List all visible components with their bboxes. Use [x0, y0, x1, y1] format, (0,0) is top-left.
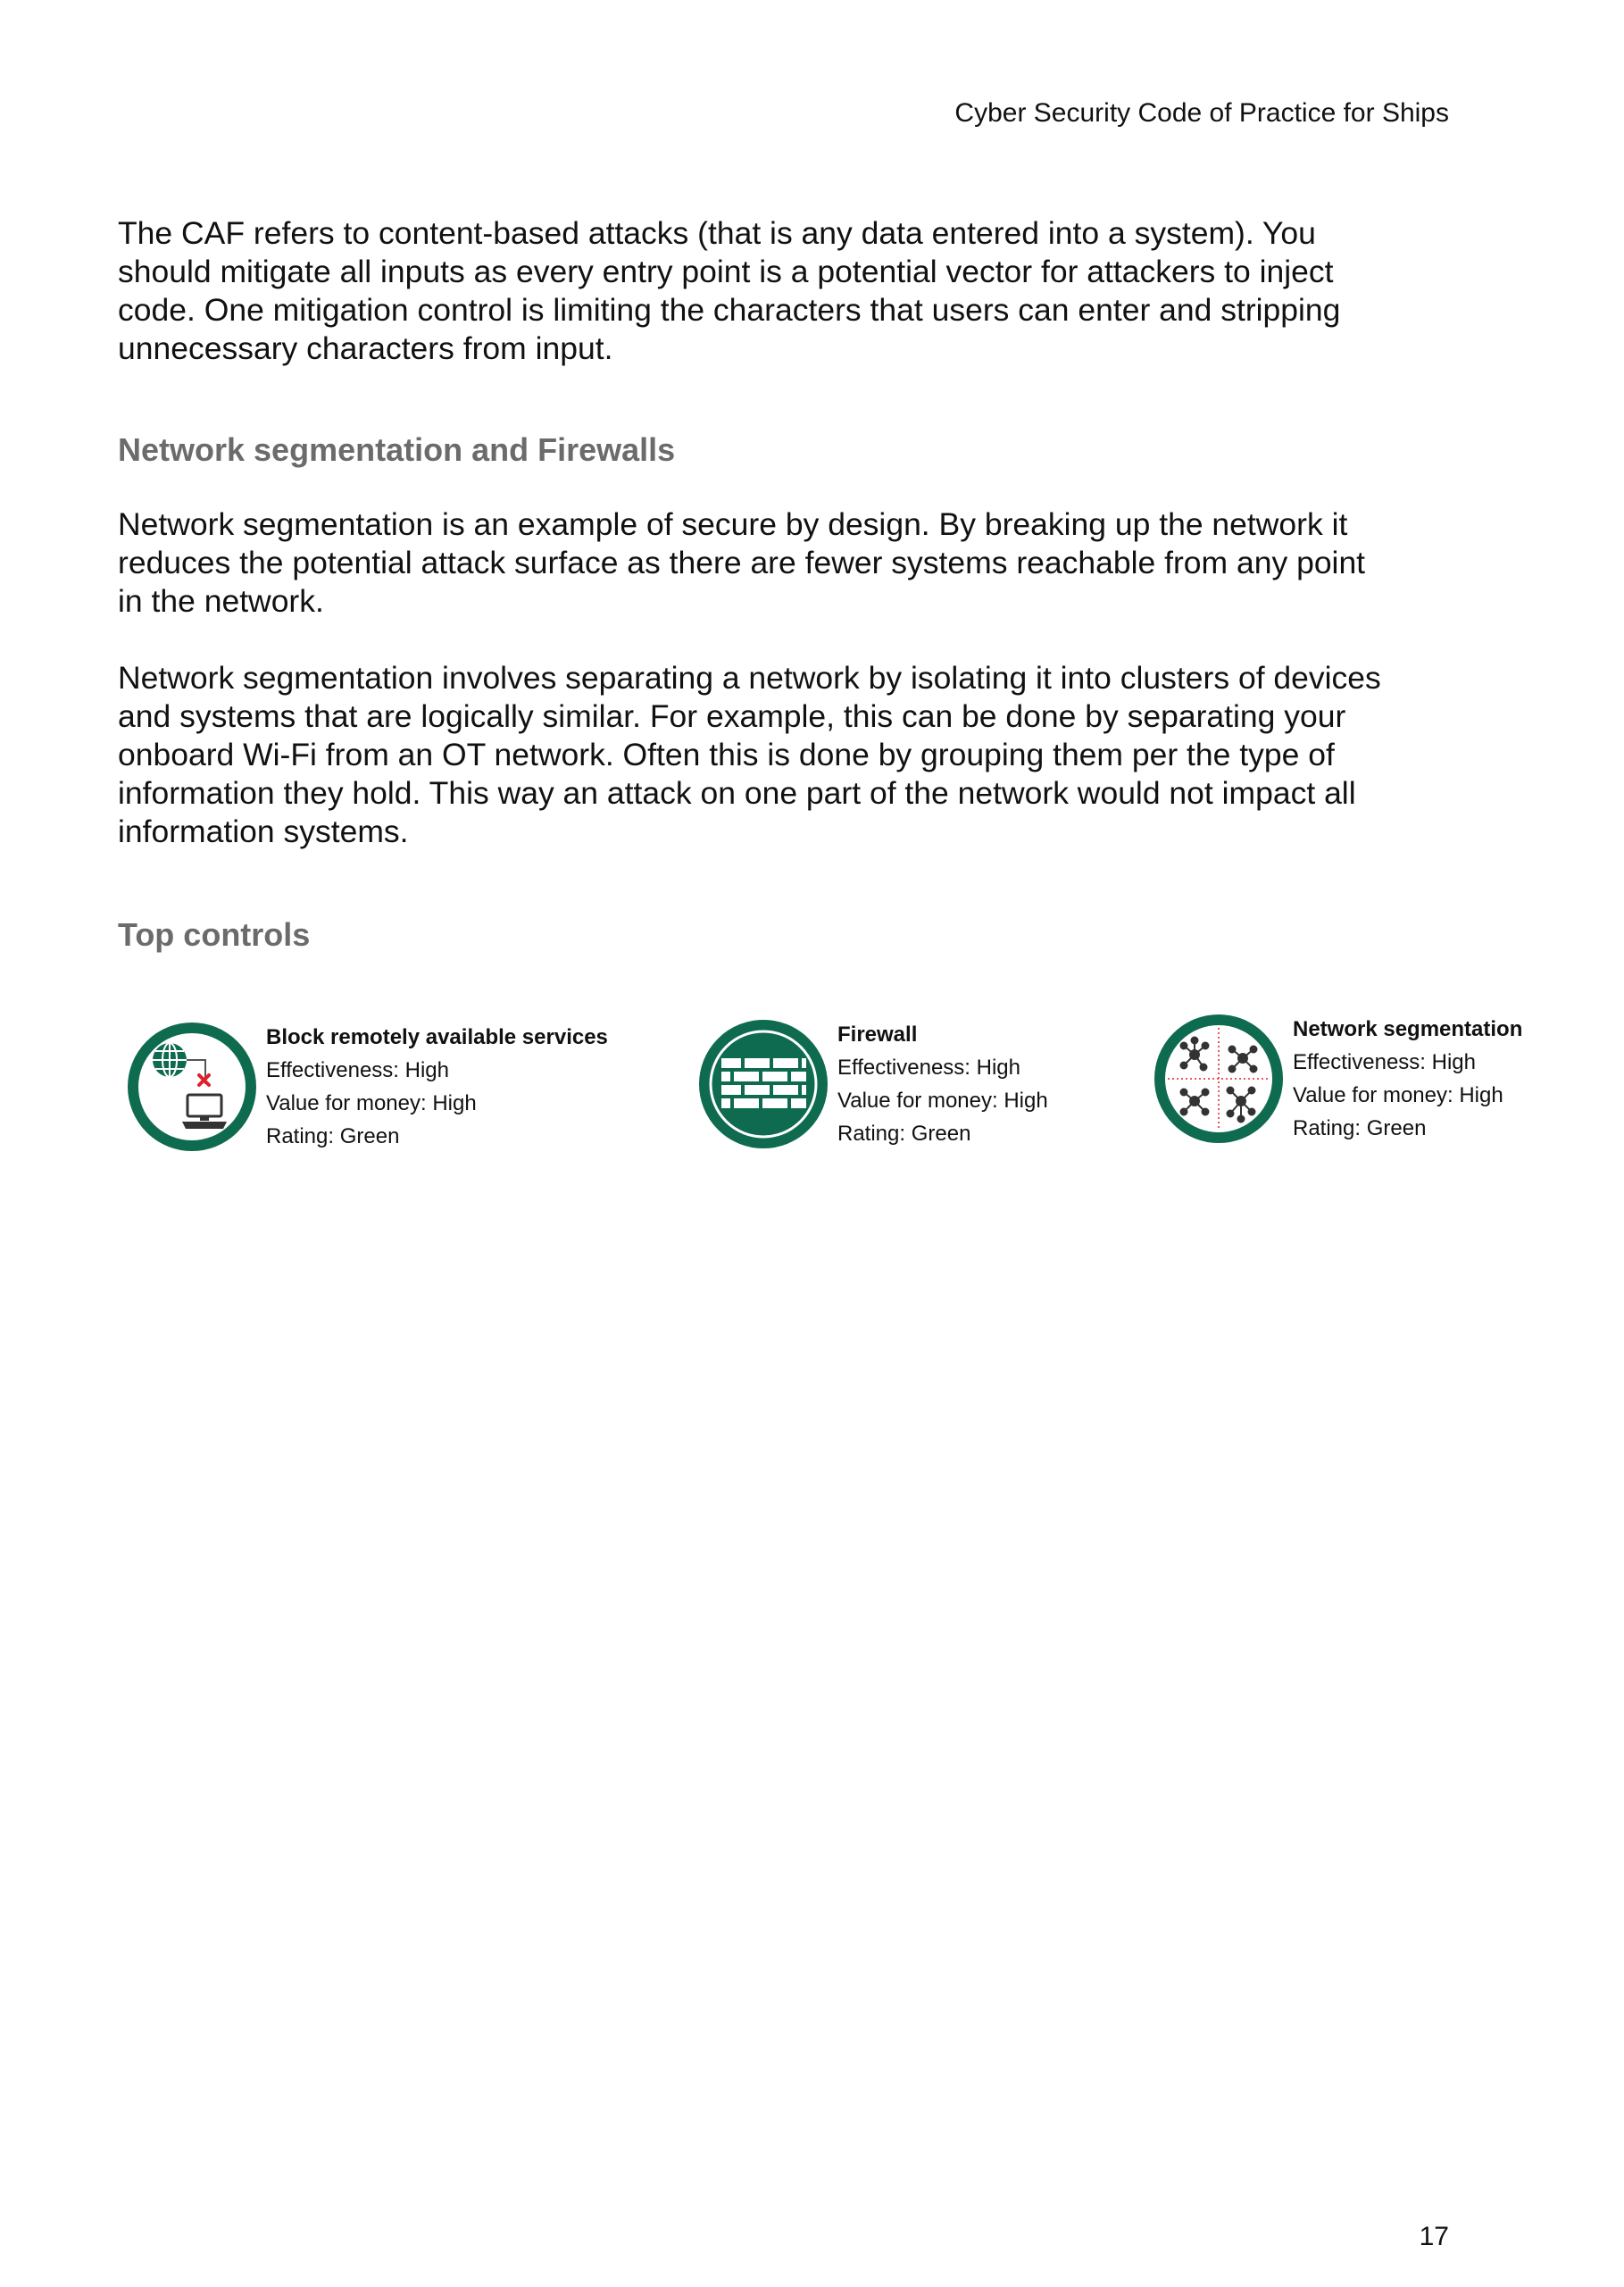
p2-line-2: reduces the potential attack surface as there are fewer systems reachable from any point [118, 545, 1366, 580]
p3-line-3: onboard Wi-Fi from an OT network. Often this is done by grouping them per the type of [118, 737, 1335, 772]
control-value: Value for money: High [837, 1089, 1048, 1113]
control-effectiveness: Effectiveness: High [837, 1056, 1020, 1080]
page-number: 17 [1419, 2222, 1449, 2251]
p2-line-3: in the network. [118, 583, 324, 619]
p3-line-4: information they hold. This way an attack on one part of the network would not impact all [118, 775, 1356, 811]
paragraph-3 [118, 659, 1439, 851]
intro-line-3: code. One mitigation control is limiting the characters that users can enter and stripping [118, 292, 1341, 328]
intro-paragraph [118, 214, 1439, 368]
running-header: Cyber Security Code of Practice for Ships [954, 98, 1449, 128]
paragraph-2 [118, 505, 1439, 621]
control-text [1293, 1013, 1522, 1145]
section-heading: Network segmentation and Firewalls [118, 431, 676, 468]
control-network-segmentation [1153, 1013, 1522, 1145]
p3-line-5: information systems. [118, 814, 409, 849]
control-text [837, 1018, 1048, 1150]
p3-line-2: and systems that are logically similar. For example, this can be done by separating your [118, 698, 1346, 734]
network-clusters-icon [1153, 1014, 1284, 1144]
p2-line-1: Network segmentation is an example of secure by design. By breaking up the network it [118, 506, 1348, 542]
control-firewall [698, 1018, 1048, 1150]
control-effectiveness: Effectiveness: High [1293, 1050, 1476, 1074]
control-block-remote-services [127, 1021, 608, 1153]
control-value: Value for money: High [1293, 1083, 1503, 1107]
control-rating: Rating: Green [266, 1124, 400, 1148]
intro-line-2: should mitigate all inputs as every entry point is a potential vector for attackers to inject [118, 254, 1334, 289]
control-text [266, 1021, 608, 1153]
control-title: Firewall [837, 1022, 918, 1047]
brick-wall-icon [698, 1019, 829, 1149]
globe-computer-blocked-icon [127, 1022, 257, 1152]
control-rating: Rating: Green [1293, 1116, 1427, 1140]
control-value: Value for money: High [266, 1091, 477, 1115]
controls-heading: Top controls [118, 916, 311, 953]
page-content [118, 214, 1439, 990]
intro-line-4: unnecessary characters from input. [118, 330, 613, 366]
control-effectiveness: Effectiveness: High [266, 1058, 449, 1082]
p3-line-1: Network segmentation involves separating a network by isolating it into clusters of devices [118, 660, 1381, 696]
intro-line-1: The CAF refers to content-based attacks (that is any data entered into a system). You [118, 215, 1316, 251]
control-title: Network segmentation [1293, 1017, 1523, 1041]
control-title: Block remotely available services [266, 1025, 608, 1049]
control-rating: Rating: Green [837, 1122, 971, 1146]
